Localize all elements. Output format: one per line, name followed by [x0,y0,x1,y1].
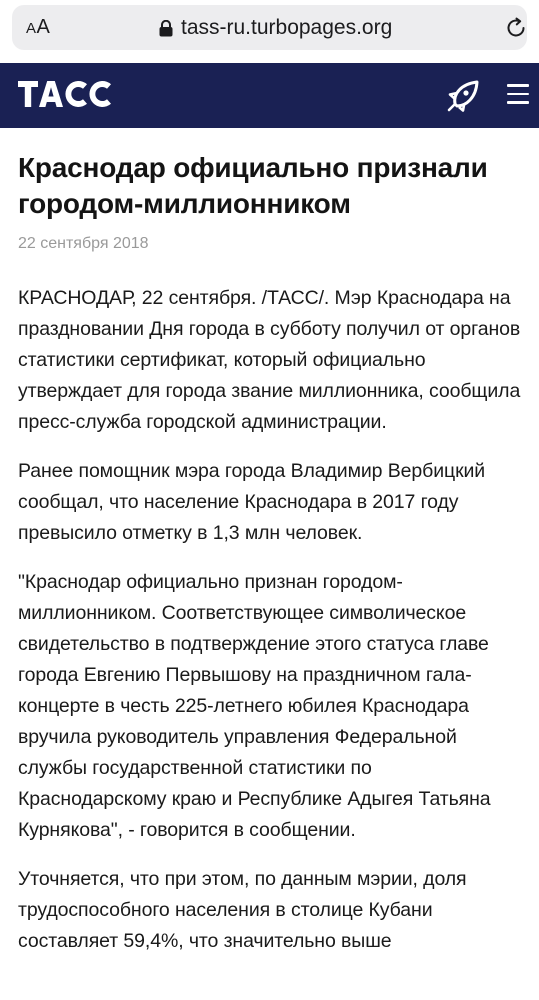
article-paragraph: Уточняется, что при этом, по данным мэрии, доля трудоспособного населения в столице Кубани составляет 59,4%, что значительно выше [18,868,467,952]
lock-icon [158,20,174,37]
rocket-icon[interactable] [446,80,480,112]
text-size-button[interactable]: AA [26,16,51,38]
article-paragraph: Ранее помощник мэра города Владимир Вербицкий сообщал, что население Краснодара в 2017 году превысило отметку в 1,3 млн человек. [18,460,486,544]
article [18,128,523,957]
article-date: 22 сентября 2018 [18,235,149,252]
browser-address-bar [0,0,539,62]
reload-icon[interactable] [505,17,527,39]
site-header [0,63,539,128]
url-pill[interactable] [12,5,527,50]
url-text[interactable]: tass-ru.turbopages.org [181,16,393,39]
tass-logo[interactable] [18,76,112,112]
article-paragraph: "Краснодар официально признан городом-миллионником. Соответствующее символическое свидетельство в подтверждение этого статуса главе города Евгению Первышову на праздничном гала-концерте в честь 225-летнего юбилея Краснодара вручила руководитель управления Федеральной службы государственной статистики по Краснодарскому краю и Республике Адыгея Татьяна Курнякова", - говорится в сообщении. [18,571,491,841]
article-paragraph: КРАСНОДАР, 22 сентября. /ТАСС/. Мэр Краснодара на праздновании Дня города в субботу получил от органов статистики сертификат, который официально утверждает для города звание миллионника, сообщила пресс-служба городской администрации. [18,287,521,433]
article-title: Краснодар официально признали городом-миллионником [18,152,488,219]
menu-icon[interactable] [507,84,529,106]
